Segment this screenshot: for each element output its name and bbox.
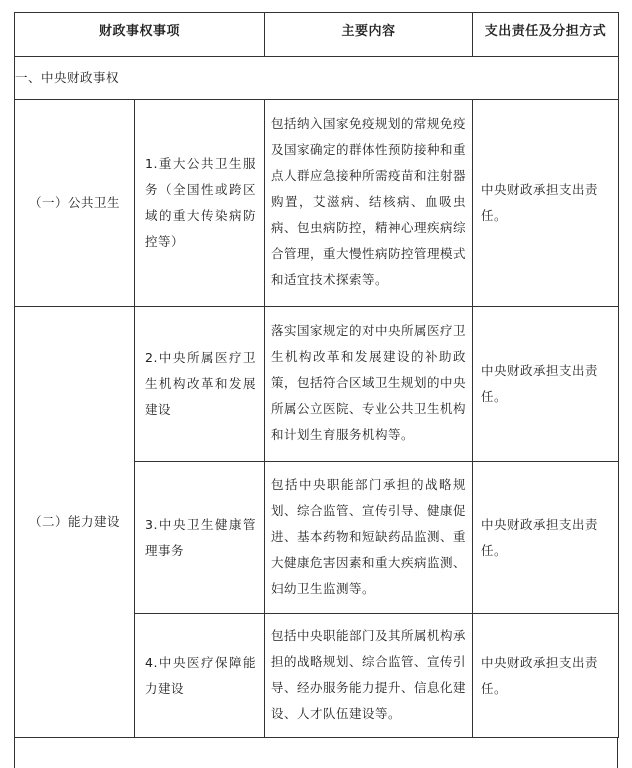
item-content: 落实国家规定的对中央所属医疗卫生机构改革和发展建设的补助政策，包括符合区域卫生规划的中央所属公立医院、专业公共卫生机构和计划生育服务机构等。 <box>265 307 473 462</box>
table-row <box>15 100 619 307</box>
item-content: 包括中央职能部门及其所属机构承担的战略规划、综合监管、宣传引导、经办服务能力提升、信息化建设、人才队伍建设等。 <box>265 614 473 738</box>
category-capacity-building: （二）能力建设 <box>15 307 135 738</box>
item-content: 包括纳入国家免疫规划的常规免疫及国家确定的群体性预防接种和重点人群应急接种所需疫苗和注射器购置，艾滋病、结核病、血吸虫病、包虫病防控，精神心理疾病综合管理，重大慢性病防控管理模式和适宜技术探索等。 <box>265 100 473 307</box>
table-continuation <box>14 738 618 768</box>
header-responsibility: 支出责任及分担方式 <box>473 13 619 57</box>
header-row <box>15 13 619 57</box>
table-row <box>15 307 619 462</box>
item-name: 1.重大公共卫生服务（全国性或跨区域的重大传染病防控等） <box>135 100 265 307</box>
item-name: 4.中央医疗保障能力建设 <box>135 614 265 738</box>
category-public-health: （一）公共卫生 <box>15 100 135 307</box>
fiscal-responsibility-document <box>14 12 618 768</box>
fiscal-responsibility-table <box>14 12 619 738</box>
item-content: 包括中央职能部门承担的战略规划、综合监管、宣传引导、健康促进、基本药物和短缺药品监测、重大健康危害因素和重大疾病监测、妇幼卫生监测等。 <box>265 462 473 614</box>
section-row <box>15 57 619 100</box>
header-content: 主要内容 <box>265 13 473 57</box>
item-responsibility: 中央财政承担支出责任。 <box>473 100 619 307</box>
section-title: 一、中央财政事权 <box>15 57 619 100</box>
header-matter: 财政事权事项 <box>15 13 265 57</box>
item-responsibility: 中央财政承担支出责任。 <box>473 614 619 738</box>
item-name: 2.中央所属医疗卫生机构改革和发展建设 <box>135 307 265 462</box>
item-responsibility: 中央财政承担支出责任。 <box>473 462 619 614</box>
item-responsibility: 中央财政承担支出责任。 <box>473 307 619 462</box>
item-name: 3.中央卫生健康管理事务 <box>135 462 265 614</box>
